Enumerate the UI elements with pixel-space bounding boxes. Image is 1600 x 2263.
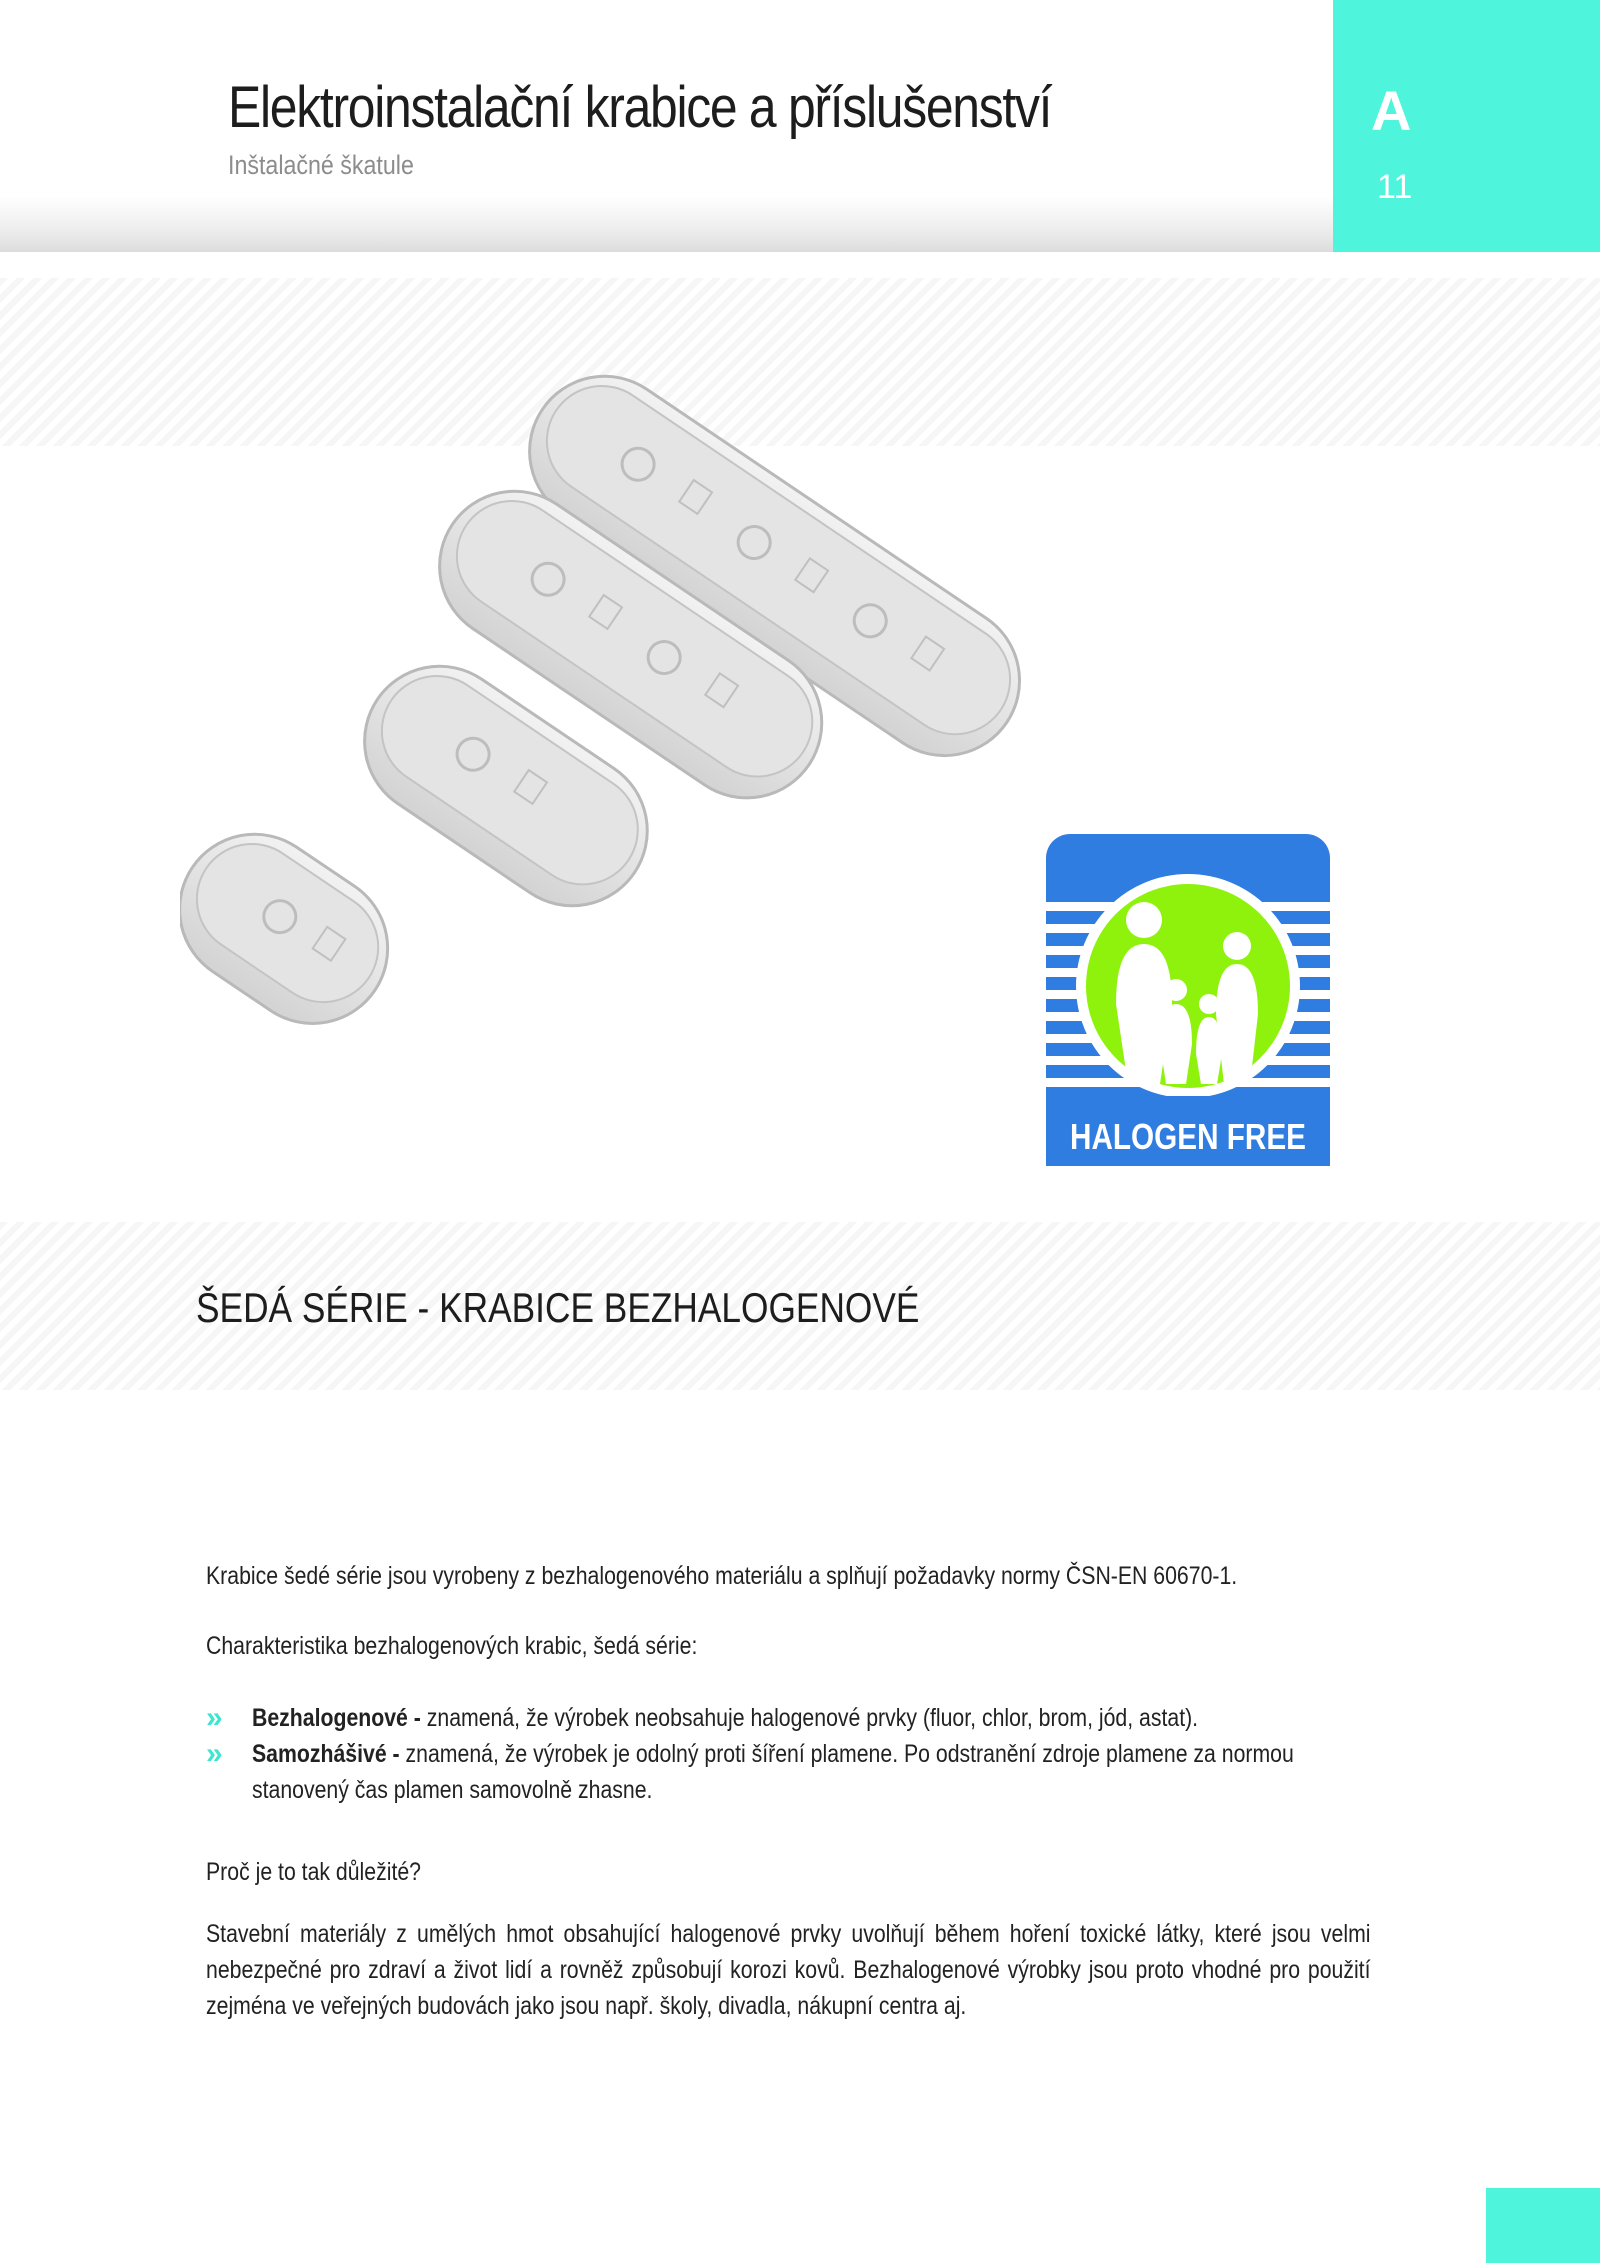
bullet-term: Bezhalogenové - — [252, 1704, 421, 1732]
bullet-term: Samozhášivé - — [252, 1740, 400, 1768]
page-title: Elektroinstalační krabice a příslušenství — [228, 75, 1052, 140]
chevron-double-right-icon: » — [206, 1701, 223, 1734]
page-subtitle: Inštalačné škatule — [228, 150, 414, 180]
explanation-text: Stavební materiály z umělých hmot obsahující halogenové prvky uvolňují během hoření toxické látky, které jsou velmi nebezpečné pro zdraví a život lidí a rovněž způsobují korozi kovů. Bezhalogenové výrobky jsou proto vhodné pro použití zejména ve veřejných budovách jako jsou např. školy, divadla, nákupní centra aj. — [206, 1920, 1371, 2020]
question-text: Proč je to tak důležité? — [206, 1858, 421, 1886]
list-item — [206, 1736, 1372, 1808]
characteristics-title-text: Charakteristika bezhalogenových krabic, šedá série: — [206, 1632, 698, 1660]
characteristics-title — [206, 1628, 1372, 1664]
halogen-free-badge — [1046, 834, 1330, 1166]
corner-accent-block — [1486, 2188, 1600, 2263]
characteristics-list — [206, 1700, 1372, 1808]
chapter-letter: A — [1371, 79, 1412, 142]
section-heading: ŠEDÁ SÉRIE - KRABICE BEZHALOGENOVÉ — [196, 1284, 920, 1331]
question-paragraph — [206, 1854, 1372, 1890]
bullet-description: znamená, že výrobek je odolný proti šíření plamene. Po odstranění zdroje plamene za normou stanovený čas plamen samovolně zhasne. — [252, 1740, 1294, 1804]
chapter-tab — [1333, 0, 1600, 252]
bullet-description: znamená, že výrobek neobsahuje halogenové prvky (fluor, chlor, brom, jód, astat). — [420, 1704, 1199, 1732]
list-item — [206, 1700, 1372, 1736]
badge-label: HALOGEN FREE — [1070, 1116, 1306, 1157]
product-image-installation-boxes — [180, 330, 1060, 1150]
installation-box-1-gang — [180, 805, 417, 1052]
intro-paragraph — [206, 1558, 1372, 1594]
page-number: 11 — [1377, 168, 1413, 206]
explanation-paragraph — [206, 1916, 1372, 2024]
chevron-double-right-icon: » — [206, 1737, 223, 1770]
intro-text: Krabice šedé série jsou vyrobeny z bezhalogenového materiálu a splňují požadavky normy ČSN-EN 60670-1. — [206, 1562, 1238, 1590]
